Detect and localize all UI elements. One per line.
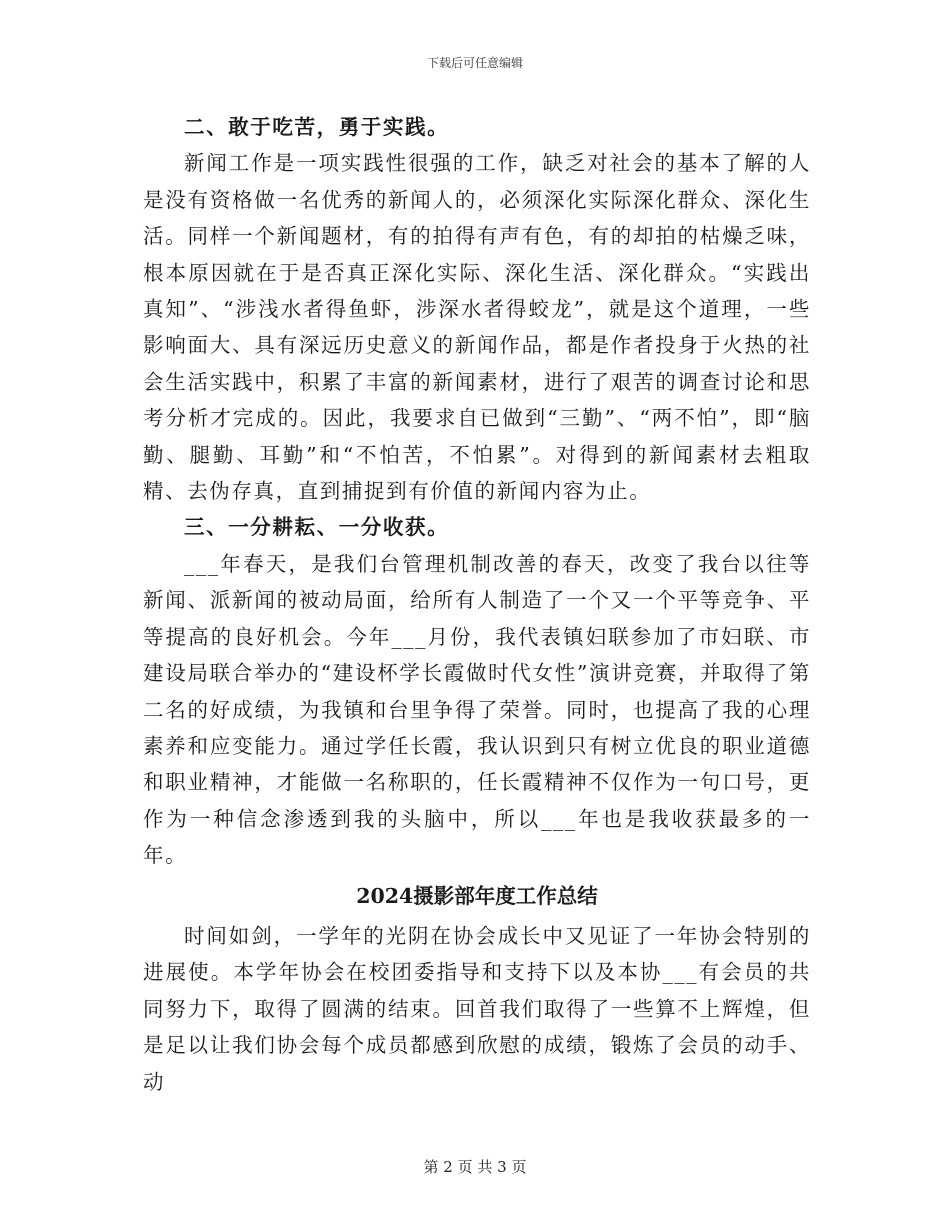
section-paragraph-3: ___年春天，是我们台管理机制改善的春天，改变了我台以往等新闻、派新闻的被动局面，给所有人制造了一个又一个平等竞争、平等提高的良好机会。今年___月份，我代表镇妇联参加了市妇联、市建设局联合举办的“建设杯学长霞做时代女性”演讲竞赛，并取得了第二名的好成绩，为我镇和台里争得了荣誉。同时，也提高了我的心理素养和应变能力。通过学任长霞，我认识到只有树立优良的职业道德和职业精神，才能做一名称职的，任长霞精神不仅作为一句口号，更作为一种信念渗透到我的头脑中，所以___年也是我收获最多的一年。 xyxy=(143,551,811,868)
section-heading-3: 三、一分耕耘、一分收获。 xyxy=(184,515,450,540)
document-body xyxy=(143,109,811,1100)
page-header: 下载后可任意编辑 xyxy=(426,56,523,70)
article-paragraph: 时间如剑，一学年的光阴在协会成长中又见证了一年协会特别的进展使。本学年协会在校团委指导和支持下以及本协___有会员的共同努力下，取得了圆满的结束。回首我们取得了一些算不上辉煌，但是足以让我们协会每个成员都感到欣慰的成绩，锻炼了会员的动手、动 xyxy=(143,923,811,1094)
section-paragraph-2: 新闻工作是一项实践性很强的工作，缺乏对社会的基本了解的人是没有资格做一名优秀的新闻人的，必须深化实际深化群众、深化生活。同样一个新闻题材，有的拍得有声有色，有的却拍的枯燥乏味，根本原因就在于是否真正深化实际、深化生活、深化群众。“实践出真知”、“涉浅水者得鱼虾，涉深水者得蛟龙”，就是这个道理，一些影响面大、具有深远历史意义的新闻作品，都是作者投身于火热的社会生活实践中，积累了丰富的新闻素材，进行了艰苦的调查讨论和思考分析才完成的。因此，我要求自已做到“三勤”、“两不怕”，即“脑勤、腿勤、耳勤”和“不怕苦，不怕累”。对得到的新闻素材去粗取精、去伪存真，直到捕捉到有价值的新闻内容为止。 xyxy=(143,151,811,504)
page-footer: 第 2 页 共 3 页 xyxy=(423,1158,527,1176)
section-heading-2: 二、敢于吃苦，勇于实践。 xyxy=(184,115,450,139)
article-title: 2024摄影部年度工作总结 xyxy=(356,883,598,908)
